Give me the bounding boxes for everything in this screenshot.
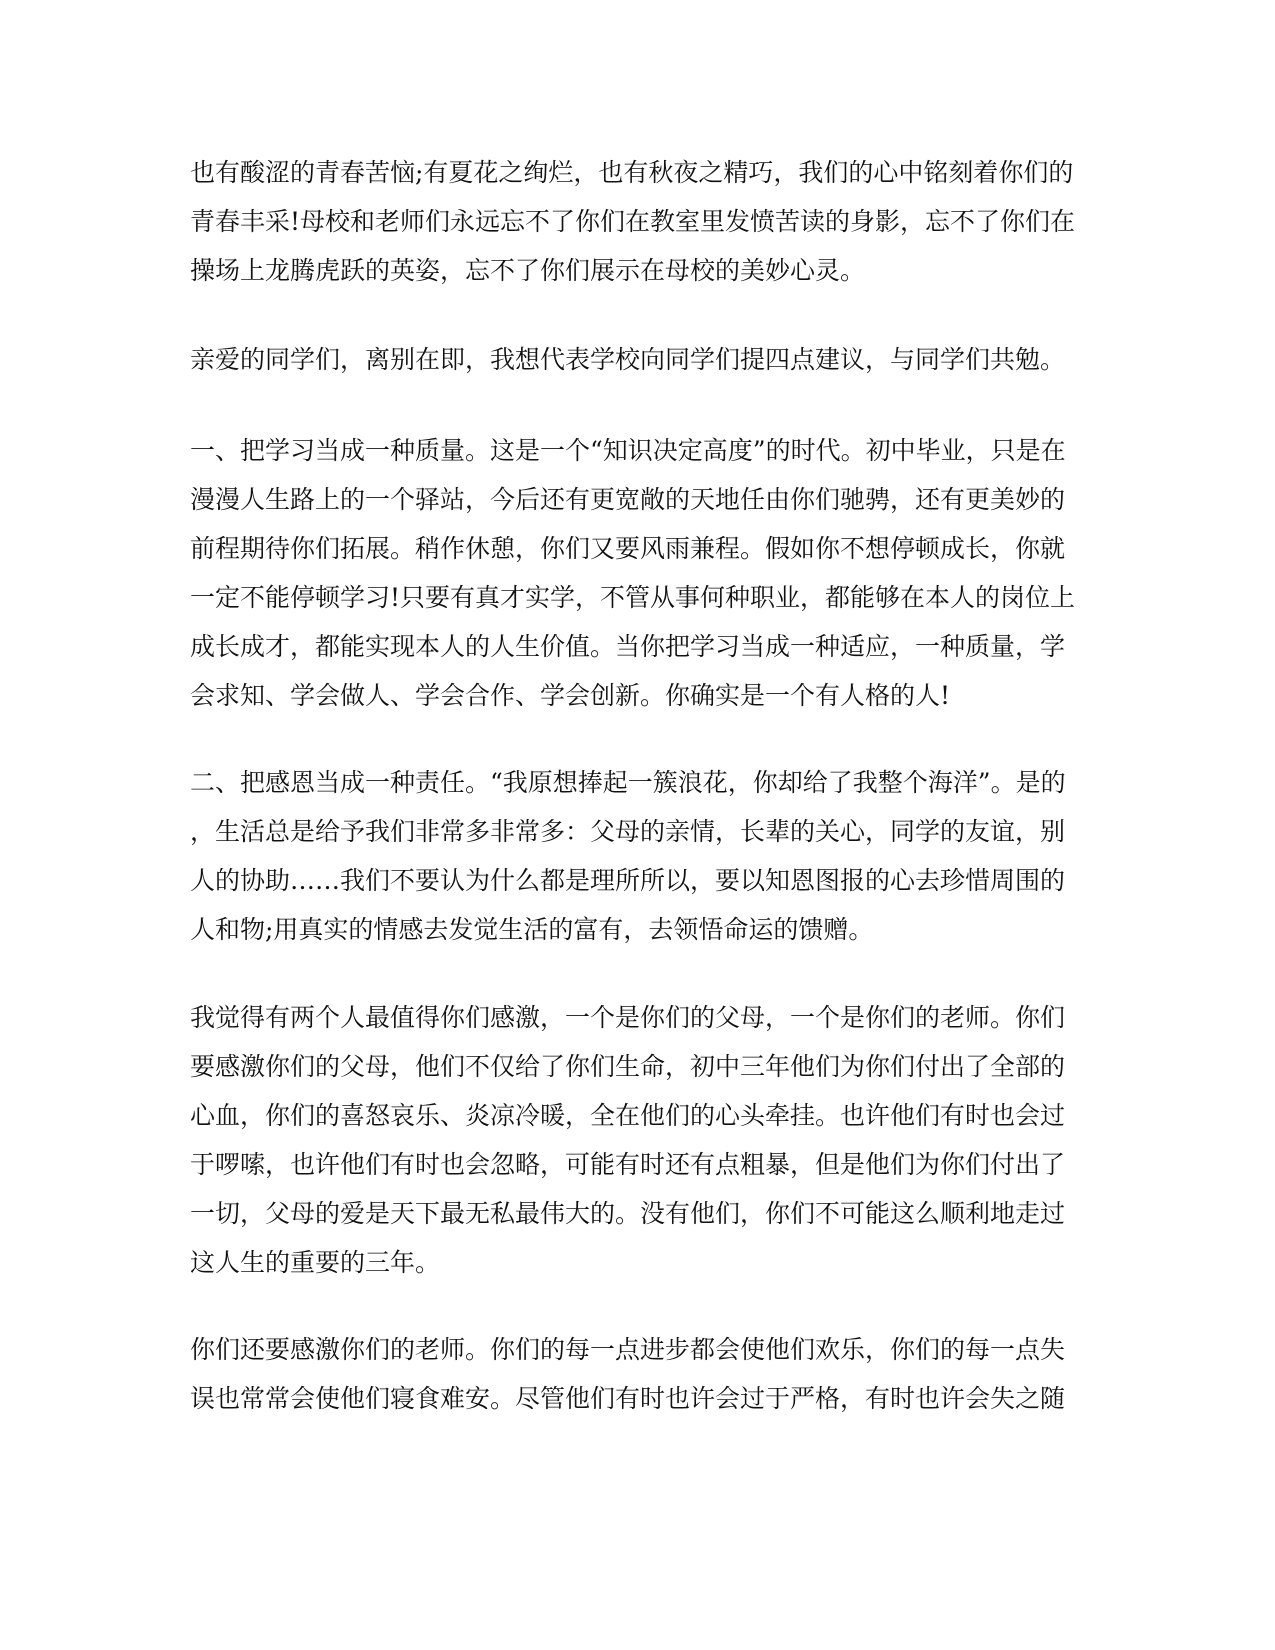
text-line: 一定不能停顿学习!只要有真才实学，不管从事何种职业，都能够在本人的岗位上: [190, 583, 1076, 612]
paragraph-four-suggestions: [190, 335, 1090, 384]
text-line: 这人生的重要的三年。: [190, 1248, 441, 1277]
text-line: 要感激你们的父母，他们不仅给了你们生命，初中三年他们为你们付出了全部的: [190, 1052, 1066, 1081]
text-line: 成长成才，都能实现本人的人生价值。当你把学习当成一种适应，一种质量，学: [190, 632, 1066, 661]
paragraph-thank-parents: [190, 993, 1090, 1287]
text-line: 你们还要感激你们的老师。你们的每一点进步都会使他们欢乐，你们的每一点失: [190, 1335, 1066, 1364]
text-line: 于啰嗦，也许他们有时也会忽略，可能有时还有点粗暴，但是他们为你们付出了: [190, 1150, 1066, 1179]
text-line: 操场上龙腾虎跃的英姿，忘不了你们展示在母校的美妙心灵。: [190, 256, 866, 285]
paragraph-thank-teachers: [190, 1325, 1090, 1423]
text-line: 误也常常会使他们寝食难安。尽管他们有时也许会过于严格，有时也许会失之随: [190, 1384, 1066, 1413]
text-line: 青春丰采!母校和老师们永远忘不了你们在教室里发愤苦读的身影，忘不了你们在: [190, 207, 1076, 236]
text-line: 也有酸涩的青春苦恼;有夏花之绚烂，也有秋夜之精巧，我们的心中铭刻着你们的: [190, 158, 1074, 187]
text-line: 二、把感恩当成一种责任。“我原想捧起一簇浪花，你却给了我整个海洋”。是的: [190, 768, 1066, 797]
text-line: 亲爱的同学们，离别在即，我想代表学校向同学们提四点建议，与同学们共勉。: [190, 345, 1066, 374]
text-line: 心血，你们的喜怒哀乐、炎凉冷暖，全在他们的心头牵挂。也许他们有时也会过: [190, 1101, 1066, 1130]
paragraph-youth-memories: [190, 148, 1090, 295]
text-line: 人和物;用真实的情感去发觉生活的富有，去领悟命运的馈赠。: [190, 915, 874, 944]
text-line: ，生活总是给予我们非常多非常多：父母的亲情，长辈的关心，同学的友谊，别: [190, 817, 1066, 846]
paragraph-suggestion-gratitude: [190, 758, 1090, 954]
text-line: 人的协助……我们不要认为什么都是理所所以，要以知恩图报的心去珍惜周围的: [190, 866, 1066, 895]
paragraph-suggestion-learning: [190, 426, 1090, 720]
text-line: 一切，父母的爱是天下最无私最伟大的。没有他们，你们不可能这么顺利地走过: [190, 1199, 1066, 1228]
text-line: 我觉得有两个人最值得你们感激，一个是你们的父母，一个是你们的老师。你们: [190, 1003, 1066, 1032]
text-line: 一、把学习当成一种质量。这是一个“知识决定高度”的时代。初中毕业，只是在: [190, 436, 1066, 465]
text-line: 会求知、学会做人、学会合作、学会创新。你确实是一个有人格的人!: [190, 681, 951, 710]
text-line: 漫漫人生路上的一个驿站，今后还有更宽敞的天地任由你们驰骋，还有更美妙的: [190, 485, 1066, 514]
text-line: 前程期待你们拓展。稍作休憩，你们又要风雨兼程。假如你不想停顿成长，你就: [190, 534, 1066, 563]
